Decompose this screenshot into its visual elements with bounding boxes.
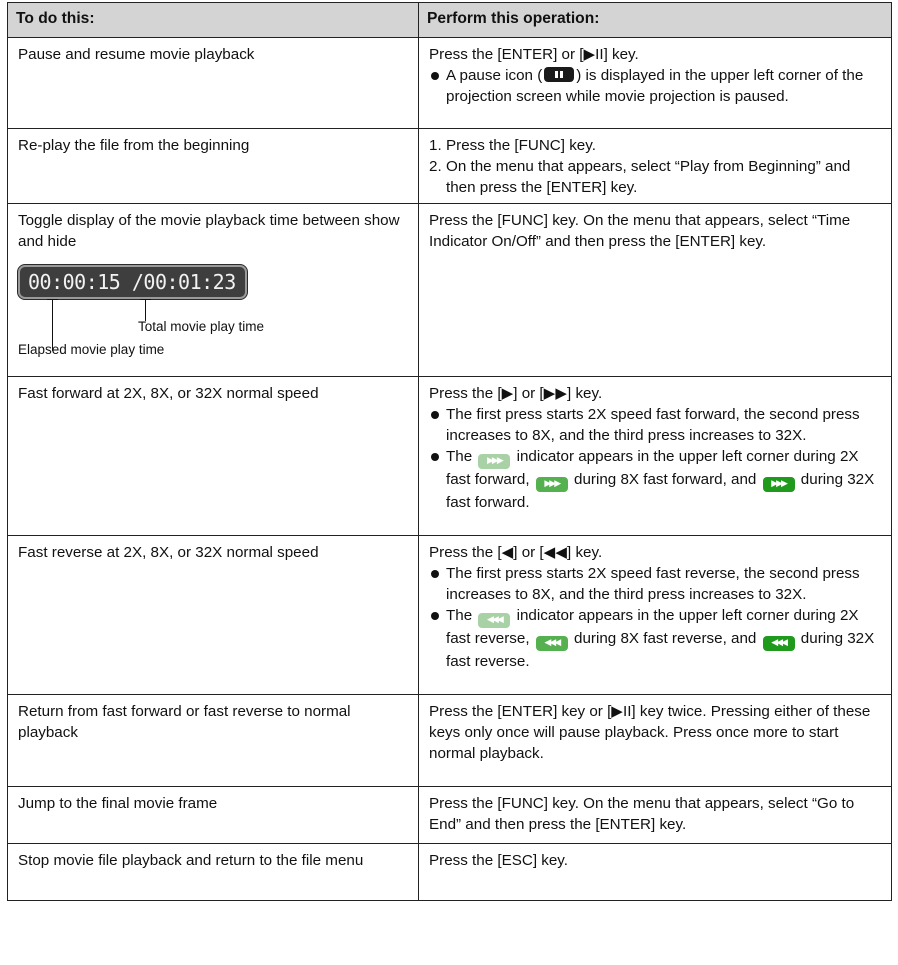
operation-cell (419, 129, 892, 204)
pause-icon (544, 67, 574, 82)
table-row (8, 536, 892, 695)
bullet-item: The ▶▶▶ indicator appears in the upper left corner during 2X fast forward, ▶▶▶ during 8X fast forward, and ▶▶▶ during 32X fast forward. (429, 446, 883, 513)
operation-text: Press the [◀] or [◀◀] key. (429, 544, 603, 561)
operations-table (7, 2, 892, 901)
operation-text: Press the [ENTER] or [▶II] key. (429, 46, 639, 63)
label-elapsed-time: Elapsed movie play time (18, 342, 165, 357)
table-header-row (8, 3, 892, 38)
action-cell (8, 204, 419, 377)
fast-reverse-2x-icon: ◀◀◀ (478, 613, 510, 628)
action-cell: Pause and resume movie playback (8, 38, 419, 129)
fast-forward-32x-icon: ▶▶▶ (763, 477, 795, 492)
callout-tick-total (140, 299, 151, 300)
action-cell: Fast reverse at 2X, 8X, or 32X normal speed (8, 536, 419, 695)
operation-cell: Press the [ENTER] key or [▶II] key twice. Pressing either of these keys only once will pause playback. Press once more to start normal playback. (419, 695, 892, 787)
operation-text: Press the [▶] or [▶▶] key. (429, 385, 603, 402)
header-to-do: To do this: (8, 3, 419, 38)
bullet-item: A pause icon ( ) is displayed in the upper left corner of the projection screen while movie projection is paused. (429, 65, 883, 107)
operation-cell (419, 536, 892, 695)
action-cell: Re-play the file from the beginning (8, 129, 419, 204)
operation-cell (419, 377, 892, 536)
time-indicator-callouts (18, 299, 410, 361)
table-row (8, 844, 892, 901)
fast-reverse-8x-icon: ◀◀◀ (536, 636, 568, 651)
table-row (8, 38, 892, 129)
table-row (8, 204, 892, 377)
table-row (8, 377, 892, 536)
fast-forward-2x-icon: ▶▶▶ (478, 454, 510, 469)
time-indicator-display: 00:00:15 /00:01:23 (18, 265, 247, 299)
table-row (8, 695, 892, 787)
bullet-item: The ◀◀◀ indicator appears in the upper left corner during 2X fast reverse, ◀◀◀ during 8X fast reverse, and ◀◀◀ during 32X fast reverse. (429, 605, 883, 672)
bullet-item: The first press starts 2X speed fast forward, the second press increases to 8X, and the third press increases to 32X. (429, 404, 883, 446)
table-row (8, 129, 892, 204)
table-row (8, 787, 892, 844)
step-item: 1. Press the [FUNC] key. (429, 137, 596, 154)
operation-cell: Press the [FUNC] key. On the menu that appears, select “Time Indicator On/Off” and then press the [ENTER] key. (419, 204, 892, 377)
fast-forward-8x-icon: ▶▶▶ (536, 477, 568, 492)
operation-cell: Press the [FUNC] key. On the menu that appears, select “Go to End” and then press the [ENTER] key. (419, 787, 892, 844)
step-item: 2. On the menu that appears, select “Play from Beginning” and then press the [ENTER] key. (429, 158, 851, 196)
label-total-time: Total movie play time (138, 319, 265, 334)
header-operation: Perform this operation: (419, 3, 892, 38)
operation-cell (419, 38, 892, 129)
action-cell: Return from fast forward or fast reverse to normal playback (8, 695, 419, 787)
fast-reverse-32x-icon: ◀◀◀ (763, 636, 795, 651)
callout-tick-elapsed (47, 299, 58, 300)
operation-cell: Press the [ESC] key. (419, 844, 892, 901)
bullet-item: The first press starts 2X speed fast reverse, the second press increases to 8X, and the third press increases to 32X. (429, 563, 883, 605)
action-text: Toggle display of the movie playback time between show and hide (18, 212, 400, 250)
action-cell: Stop movie file playback and return to the file menu (8, 844, 419, 901)
action-cell: Jump to the final movie frame (8, 787, 419, 844)
action-cell: Fast forward at 2X, 8X, or 32X normal speed (8, 377, 419, 536)
